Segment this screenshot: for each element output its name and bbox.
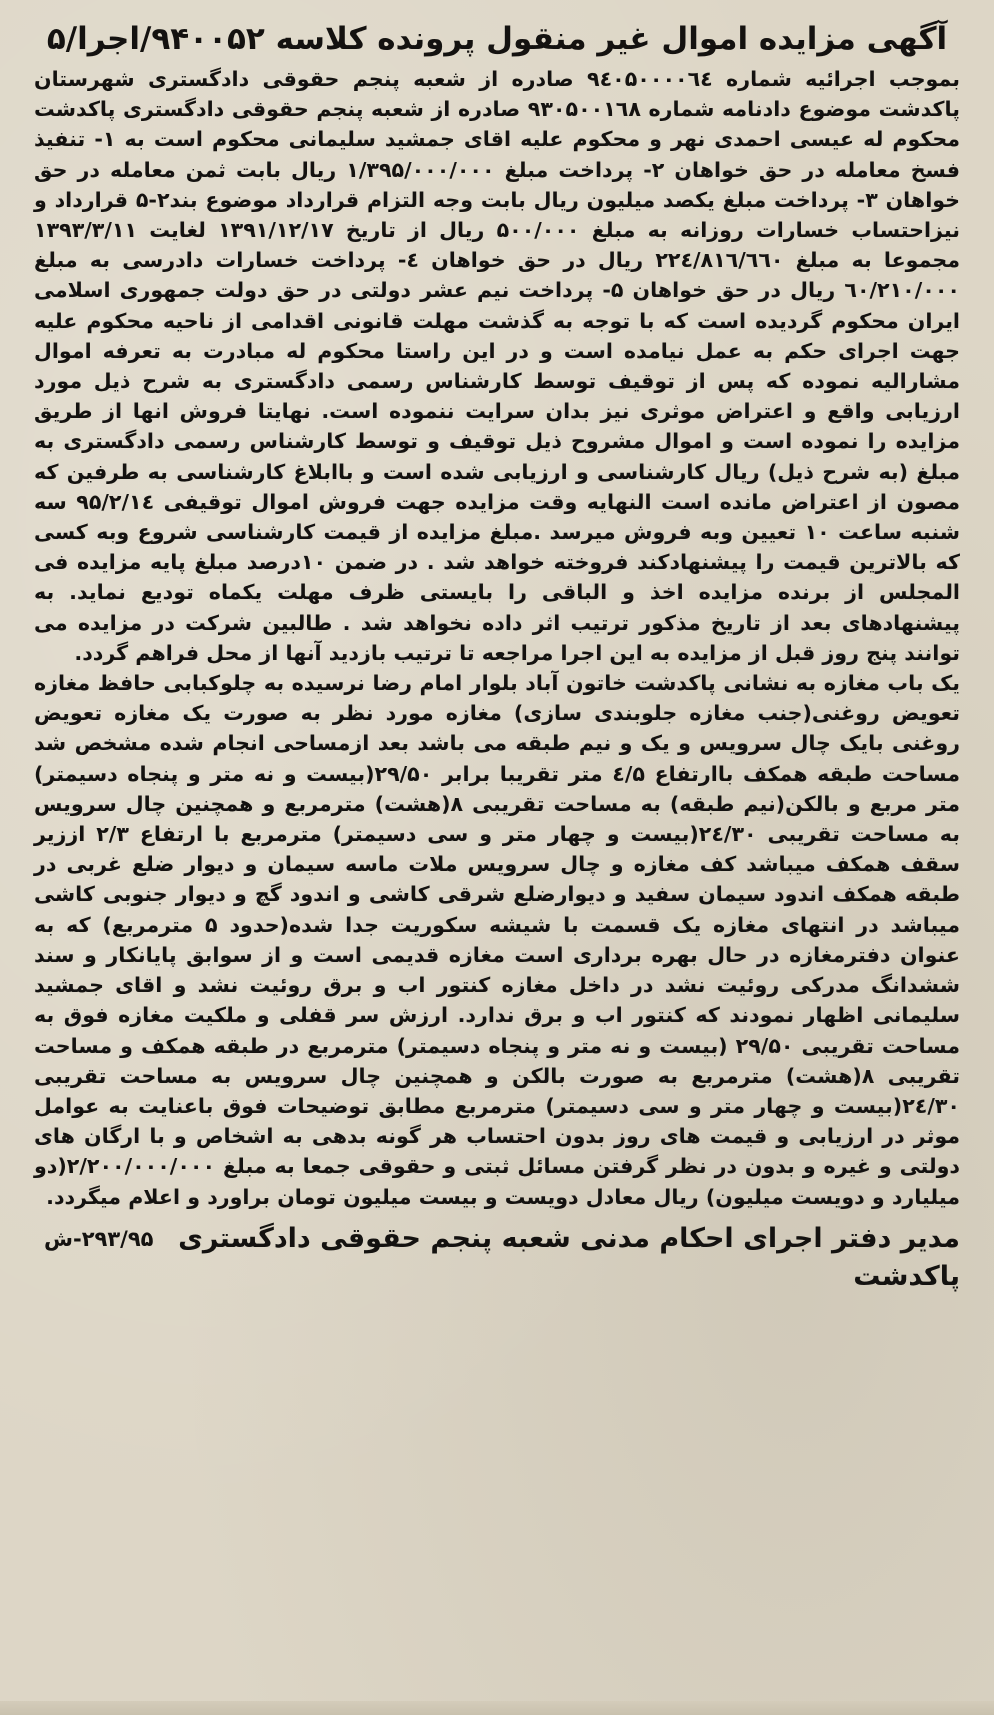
- notice-footer: [34, 1220, 960, 1296]
- notice-title: آگهی مزایده اموال غیر منقول پرونده کلاسه ۹۴۰۰۵۲/اجرا/۵: [46, 21, 948, 57]
- notice-paragraph-property: یک باب مغازه به نشانی پاکدشت خاتون آباد بلوار امام رضا نرسیده به چلوکبابی حافظ مغازه تعویض روغنی(جنب مغازه جلوبندی سازی) مغازه مورد نظر به صورت یک مغازه تعویض روغنی بایک چال سرویس و یک و نیم طبقه می باشد بعد ازمساحی انجام شده مشخص شد مساحت طبقه همکف باارتفاع ٤/۵ متر تقریبا برابر ۲۹/۵۰(بیست و نه متر و پنجاه دسیمتر) متر مربع و بالکن(نیم طبقه) به مساحت تقریبی ۸(هشت) مترمربع و همچنین چال سرویس به مساحت تقریبی ۲٤/۳۰(بیست و چهار متر و سی دسیمتر) مترمربع با ارتفاع ۲/۳ اززیر سقف همکف میباشد کف مغازه و چال سرویس ملات ماسه سیمان و دیوار ضلع غربی در طبقه همکف اندود سیمان سفید و دیوارضلع شرقی کاشی و اندود گچ و دیوار جنوبی کاشی میباشد در انتهای مغازه یک قسمت با شیشه سکوریت جدا شده(حدود ۵ مترمربع) که به عنوان دفترمغازه در حال بهره برداری است مغازه قدیمی است و از سوابق پایانکار و سند ششدانگ مدرکی روئیت نشد در داخل مغازه کنتور اب و برق روئیت نشد و اقای جمشید سلیمانی اظهار نمودند که کنتور اب و برق ندارد. ارزش سر قفلی و ملکیت مغازه فوق به مساحت تقریبی ۲۹/۵۰ (بیست و نه متر و پنجاه دسیمتر) مترمربع در طبقه همکف و مساحت تقریبی ۸(هشت) مترمربع به صورت بالکن و همچنین چال سرویس به مساحت تقریبی ۲٤/۳۰(بیست و چهار متر و سی دسیمتر) مترمربع مطابق توضیحات فوق باعنایت به عوامل موثر در ارزیابی و قیمت های روز بدون احتساب هر گونه بدهی به اشخاص و با ارگان های دولتی و غیره و بدون در نظر گرفتن مسائل ثبتی و حقوقی جمعا به مبلغ ۲/۲۰۰/۰۰۰/۰۰۰(دو میلیارد و دویست میلیون) ریال معادل دویست و بیست میلیون تومان براورد و اعلام میگردد.: [34, 671, 961, 1209]
- signature: مدیر دفتر اجرای احکام مدنی شعبه پنجم حقوقی دادگستری پاکدشت: [178, 1222, 960, 1292]
- notice-body: [34, 64, 960, 1212]
- reference-number: ۲۹۳/۹۵-ش: [44, 1226, 154, 1251]
- page-bottom-edge: [0, 1701, 994, 1715]
- notice-paragraph-ruling: بموجب اجرائیه شماره ۹٤۰۵۰۰۰۰٦٤ صادره از شعبه پنجم حقوقی دادگستری شهرستان پاکدشت موضوع دادنامه شماره ۹۳۰۵۰۰۱٦۸ صادره از شعبه پنجم حقوقی دادگستری پاکدشت محکوم له عیسی احمدی نهر و محکوم علیه اقای جمشید سلیمانی محکوم است به ۱- تنفیذ فسخ معامله در حق خواهان ۲- پرداخت مبلغ ۱/۳۹۵/۰۰۰/۰۰۰ ریال بابت ثمن معامله در حق خواهان ۳- پرداخت مبلغ یکصد میلیون ریال بابت وجه التزام قرارداد موضوع بند۲-۵ قرارداد و نیزاحتساب خسارات روزانه به مبلغ ۵۰۰/۰۰۰ ریال از تاریخ ۱۳۹۱/۱۲/۱۷ لغایت ۱۳۹۳/۳/۱۱ مجموعا به مبلغ ۲۲٤/۸۱٦/٦٦۰ ریال در حق خواهان ٤- پرداخت خسارات دادرسی به مبلغ ٦۰/۲۱۰/۰۰۰ ریال در حق خواهان ۵- پرداخت نیم عشر دولتی در حق دولت جمهوری اسلامی ایران محکوم گردیده است که با توجه به گذشت مهلت قانونی اقدامی از ناحیه محکوم علیه جهت اجرای حکم به عمل نیامده است و در این راستا محکوم له مبادرت به تعرفه اموال مشارالیه نموده که پس از توقیف توسط کارشناس رسمی دادگستری به شرح ذیل مورد ارزیابی واقع و اعتراض موثری نیز بدان سرایت ننموده است. نهایتا فروش انها از طریق مزایده را نموده است و اموال مشروح ذیل توقیف و توسط کارشناس رسمی دادگستری به مبلغ (به شرح ذیل) ریال کارشناسی و ارزیابی شده است و باابلاغ کارشناسی به طرفین که مصون از اعتراض مانده است النهایه وقت مزایده جهت فروش اموال توقیفی ۹۵/۲/۱٤ سه شنبه ساعت ۱۰ تعیین وبه فروش میرسد .مبلغ مزایده از قیمت کارشناسی شروع وبه کسی که بالاترین قیمت را پیشنهادکند فروخته خواهد شد . در ضمن ۱۰درصد مبلغ پایه مزایده فی المجلس از برنده مزایده اخذ و الباقی را بایستی ظرف مهلت یکماه تودیع نماید. به پیشنهادهای بعد از تاریخ مذکور ترتیب اثر داده نخواهد شد . طالبین شرکت در مزایده می توانند پنج روز قبل از مزایده به این اجرا مراجعه تا ترتیب بازدید آنها از محل فراهم گردد.: [34, 67, 961, 665]
